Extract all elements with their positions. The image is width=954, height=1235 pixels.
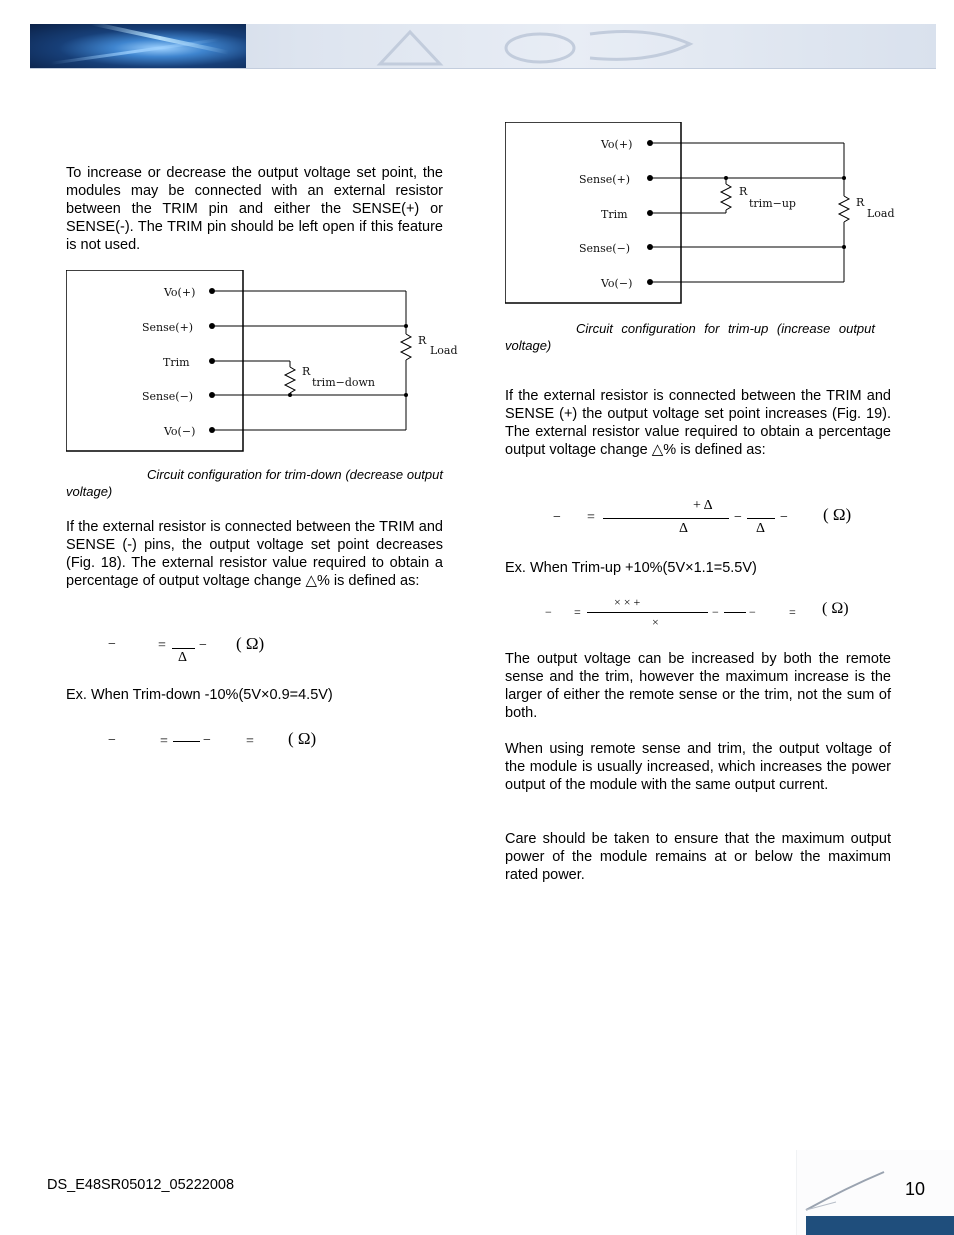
- page-number: 10: [905, 1179, 926, 1199]
- pin-label: Vo(−): [164, 425, 196, 438]
- r-load-label: R: [856, 196, 865, 209]
- r-trim-label: R: [302, 365, 311, 378]
- pin-label: Sense(−): [142, 390, 194, 403]
- watermark-logo: [330, 24, 936, 68]
- trim-down-equation: − = Δ − ( Ω): [108, 634, 265, 665]
- document-id: DS_E48SR05012_05222008: [47, 1177, 235, 1193]
- pin-label: Trim: [601, 208, 628, 221]
- trim-up-paragraph: [505, 387, 891, 459]
- pin-label: Vo(−): [601, 277, 633, 290]
- delta-symbol: △: [305, 572, 317, 589]
- r-load-subscript: Load: [430, 344, 458, 357]
- light-streak: [91, 21, 229, 54]
- trim-up-example-equation: − = × × + × − − = ( Ω): [545, 595, 849, 629]
- r-trim-subscript: trim−down: [312, 376, 376, 389]
- trim-down-text: If the external resistor is connected between the TRIM and SENSE (-) pins, the output voltage set point decreases (Fig. 18). The external resistor value required to obtain a percentage of output voltage change: [66, 519, 443, 589]
- r-trim-label: R: [739, 185, 748, 198]
- fig19-caption: Circuit configuration for trim-up (increase output voltage): [505, 321, 875, 353]
- r-trim-subscript: trim−up: [749, 197, 796, 210]
- power-output-paragraph: When using remote sense and trim, the output voltage of the module is usually increased, which increases the power output of the module with the same output current.: [505, 741, 891, 793]
- header-banner: [30, 24, 936, 69]
- pin-label: Vo(+): [601, 138, 633, 151]
- trim-down-example-equation: − = − = ( Ω): [108, 729, 317, 749]
- r-load-subscript: Load: [867, 207, 895, 220]
- light-streak: [51, 38, 220, 65]
- delta-symbol: △: [651, 441, 664, 458]
- trim-down-circuit-diagram: [66, 270, 466, 452]
- trim-down-example: Ex. When Trim-down -10%(5V×0.9=4.5V): [66, 687, 333, 703]
- trim-up-text-end: % is defined as:: [663, 442, 766, 458]
- trim-down-paragraph: [66, 518, 443, 590]
- pin-label: Trim: [163, 356, 190, 369]
- sense-and-trim-paragraph: The output voltage can be increased by both the remote sense and the trim, however the maximum increase is the larger of either the remote sense or the trim, not the sum of both.: [505, 651, 891, 721]
- intro-paragraph: To increase or decrease the output voltage set point, the modules may be connected with an external resistor between the TRIM pin and either the SENSE(+) or SENSE(-). The TRIM pin should be left open if this feature is not used.: [66, 165, 443, 253]
- header-photo: [30, 24, 246, 68]
- pin-label: Sense(−): [579, 242, 631, 255]
- pin-label: Sense(+): [142, 321, 194, 334]
- trim-down-text-end: % is defined as:: [316, 573, 420, 589]
- trim-up-equation: − = + Δ Δ − Δ − ( Ω): [553, 498, 852, 536]
- trim-up-text: If the external resistor is connected between the TRIM and SENSE (+) the output voltage set point increases (Fig. 19). The external resistor value required to obtain a percentage output voltage change: [505, 388, 891, 458]
- trim-up-example: Ex. When Trim-up +10%(5V×1.1=5.5V): [505, 560, 757, 576]
- pin-label: Sense(+): [579, 173, 631, 186]
- page-corner-graphic: [796, 1150, 954, 1235]
- r-load-label: R: [418, 334, 427, 347]
- trim-up-circuit-diagram: [505, 122, 905, 304]
- pin-label: Vo(+): [164, 286, 196, 299]
- fig18-caption: Circuit configuration for trim-down (decrease output voltage): [66, 467, 443, 499]
- max-power-paragraph: Care should be taken to ensure that the maximum output power of the module remains at or below the maximum rated power.: [505, 831, 891, 883]
